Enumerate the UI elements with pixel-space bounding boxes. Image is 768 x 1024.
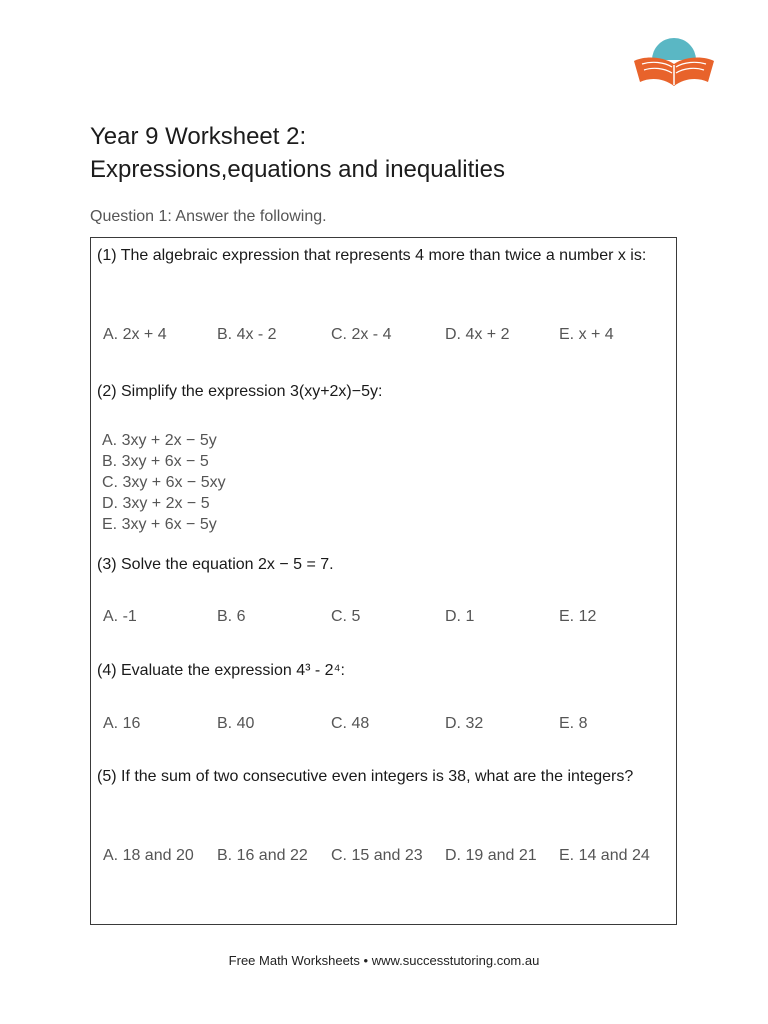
option: D. 19 and 21 [445, 847, 537, 864]
option: B. 40 [217, 715, 255, 732]
option: A. 3xy + 2x − 5y [102, 432, 217, 449]
title-line-1: Year 9 Worksheet 2: [90, 123, 307, 150]
option: D. 1 [445, 608, 475, 625]
option: C. 48 [331, 715, 370, 732]
option: B. 6 [217, 608, 246, 625]
option: A. -1 [103, 608, 137, 625]
option: A. 16 [103, 715, 141, 732]
option: C. 15 and 23 [331, 847, 423, 864]
question-2-options [102, 430, 226, 535]
section-instruction: Question 1: Answer the following. [90, 208, 327, 225]
questions-box [90, 237, 677, 925]
option: A. 18 and 20 [103, 847, 194, 864]
option: D. 32 [445, 715, 484, 732]
option: A. 2x + 4 [103, 326, 167, 343]
open-book-sun-icon [630, 34, 718, 92]
question-1-text: (1) The algebraic expression that represents 4 more than twice a number x is: [97, 247, 647, 264]
option: E. 12 [559, 608, 597, 625]
title-line-2: Expressions,equations and inequalities [90, 156, 505, 183]
option: E. 14 and 24 [559, 847, 650, 864]
option: B. 16 and 22 [217, 847, 308, 864]
question-5-text: (5) If the sum of two consecutive even integers is 38, what are the integers? [97, 768, 634, 785]
question-3-text: (3) Solve the equation 2x − 5 = 7. [97, 556, 334, 573]
question-4-text: (4) Evaluate the expression 4³ - 2⁴: [97, 662, 345, 679]
page-title [90, 120, 505, 186]
option: C. 3xy + 6x − 5xy [102, 474, 226, 491]
option: E. x + 4 [559, 326, 614, 343]
option: D. 3xy + 2x − 5 [102, 495, 210, 512]
option: B. 3xy + 6x − 5 [102, 453, 209, 470]
option: B. 4x - 2 [217, 326, 277, 343]
footer: Free Math Worksheets • www.successtutoring.com.au [228, 953, 540, 968]
question-2-text: (2) Simplify the expression 3(xy+2x)−5y: [97, 383, 383, 400]
option: D. 4x + 2 [445, 326, 510, 343]
option: E. 3xy + 6x − 5y [102, 516, 217, 533]
option: E. 8 [559, 715, 588, 732]
option: C. 5 [331, 608, 361, 625]
option: C. 2x - 4 [331, 326, 392, 343]
